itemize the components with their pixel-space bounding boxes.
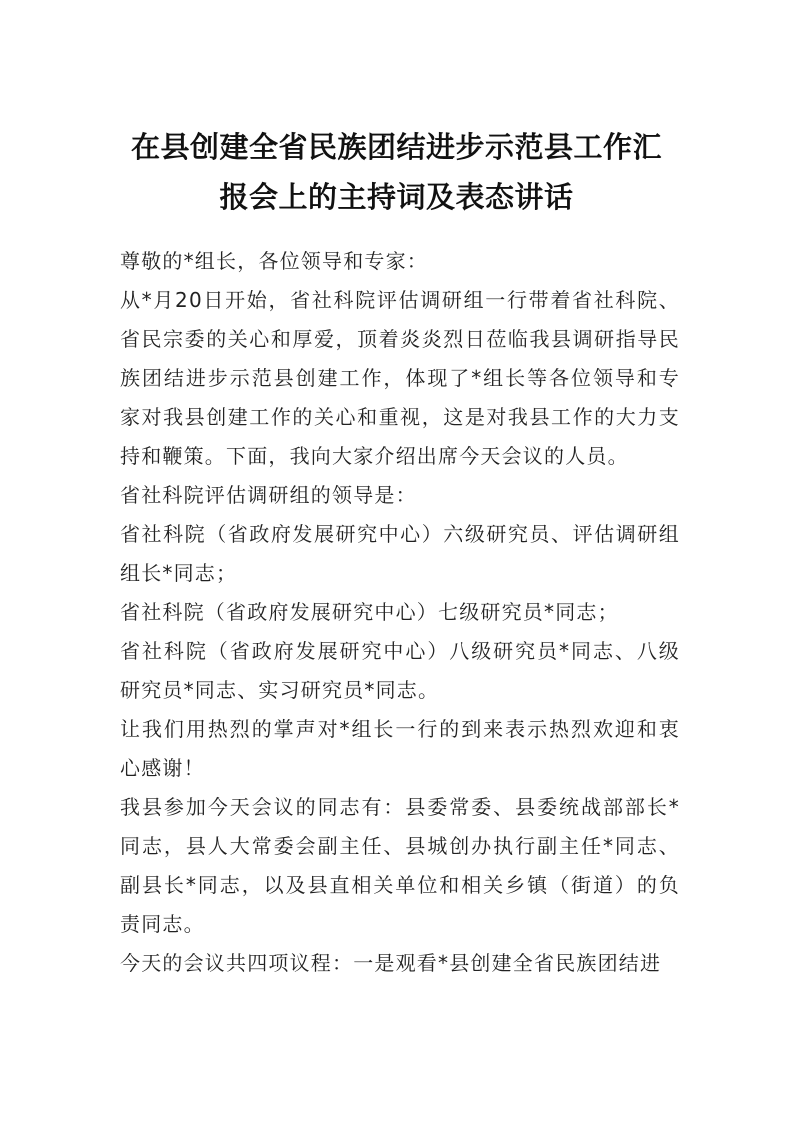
document-title — [100, 122, 693, 222]
paragraph-salutation: 尊敬的*组长，各位领导和专家： — [120, 249, 428, 273]
paragraph-team-intro: 省社科院评估调研组的领导是： — [120, 483, 417, 507]
paragraph-team-member-2: 省社科院（省政府发展研究中心）八级研究员*同志、八级研究员*同志、实习研究员*同志。 — [120, 639, 680, 702]
document-body — [120, 242, 680, 983]
paragraph-opening: 从*月20日开始，省社科院评估调研组一行带着省社科院、省民宗委的关心和厚爱，顶着炎炎烈日莅临我县调研指导民族团结进步示范县创建工作，体现了*组长等各位领导和专家对我县创建工作的关心和重视，这是对我县工作的大力支持和鞭策。下面，我向大家介绍出席今天会议的人员。 — [120, 288, 680, 468]
paragraph-team-leader: 省社科院（省政府发展研究中心）六级研究员、评估调研组组长*同志； — [120, 522, 680, 585]
paragraph-welcome: 让我们用热烈的掌声对*组长一行的到来表示热烈欢迎和衷心感谢！ — [120, 717, 680, 780]
title-line-1: 在县创建全省民族团结进步示范县工作汇 — [130, 130, 662, 164]
title-line-2: 报会上的主持词及表态讲话 — [219, 180, 574, 214]
paragraph-county-attendees: 我县参加今天会议的同志有：县委常委、县委统战部部长*同志，县人大常委会副主任、县城创办执行副主任*同志、副县长*同志，以及县直相关单位和相关乡镇（街道）的负责同志。 — [120, 795, 680, 936]
paragraph-agenda: 今天的会议共四项议程：一是观看*县创建全省民族团结进 — [120, 951, 662, 975]
paragraph-team-member-1: 省社科院（省政府发展研究中心）七级研究员*同志； — [120, 600, 619, 624]
